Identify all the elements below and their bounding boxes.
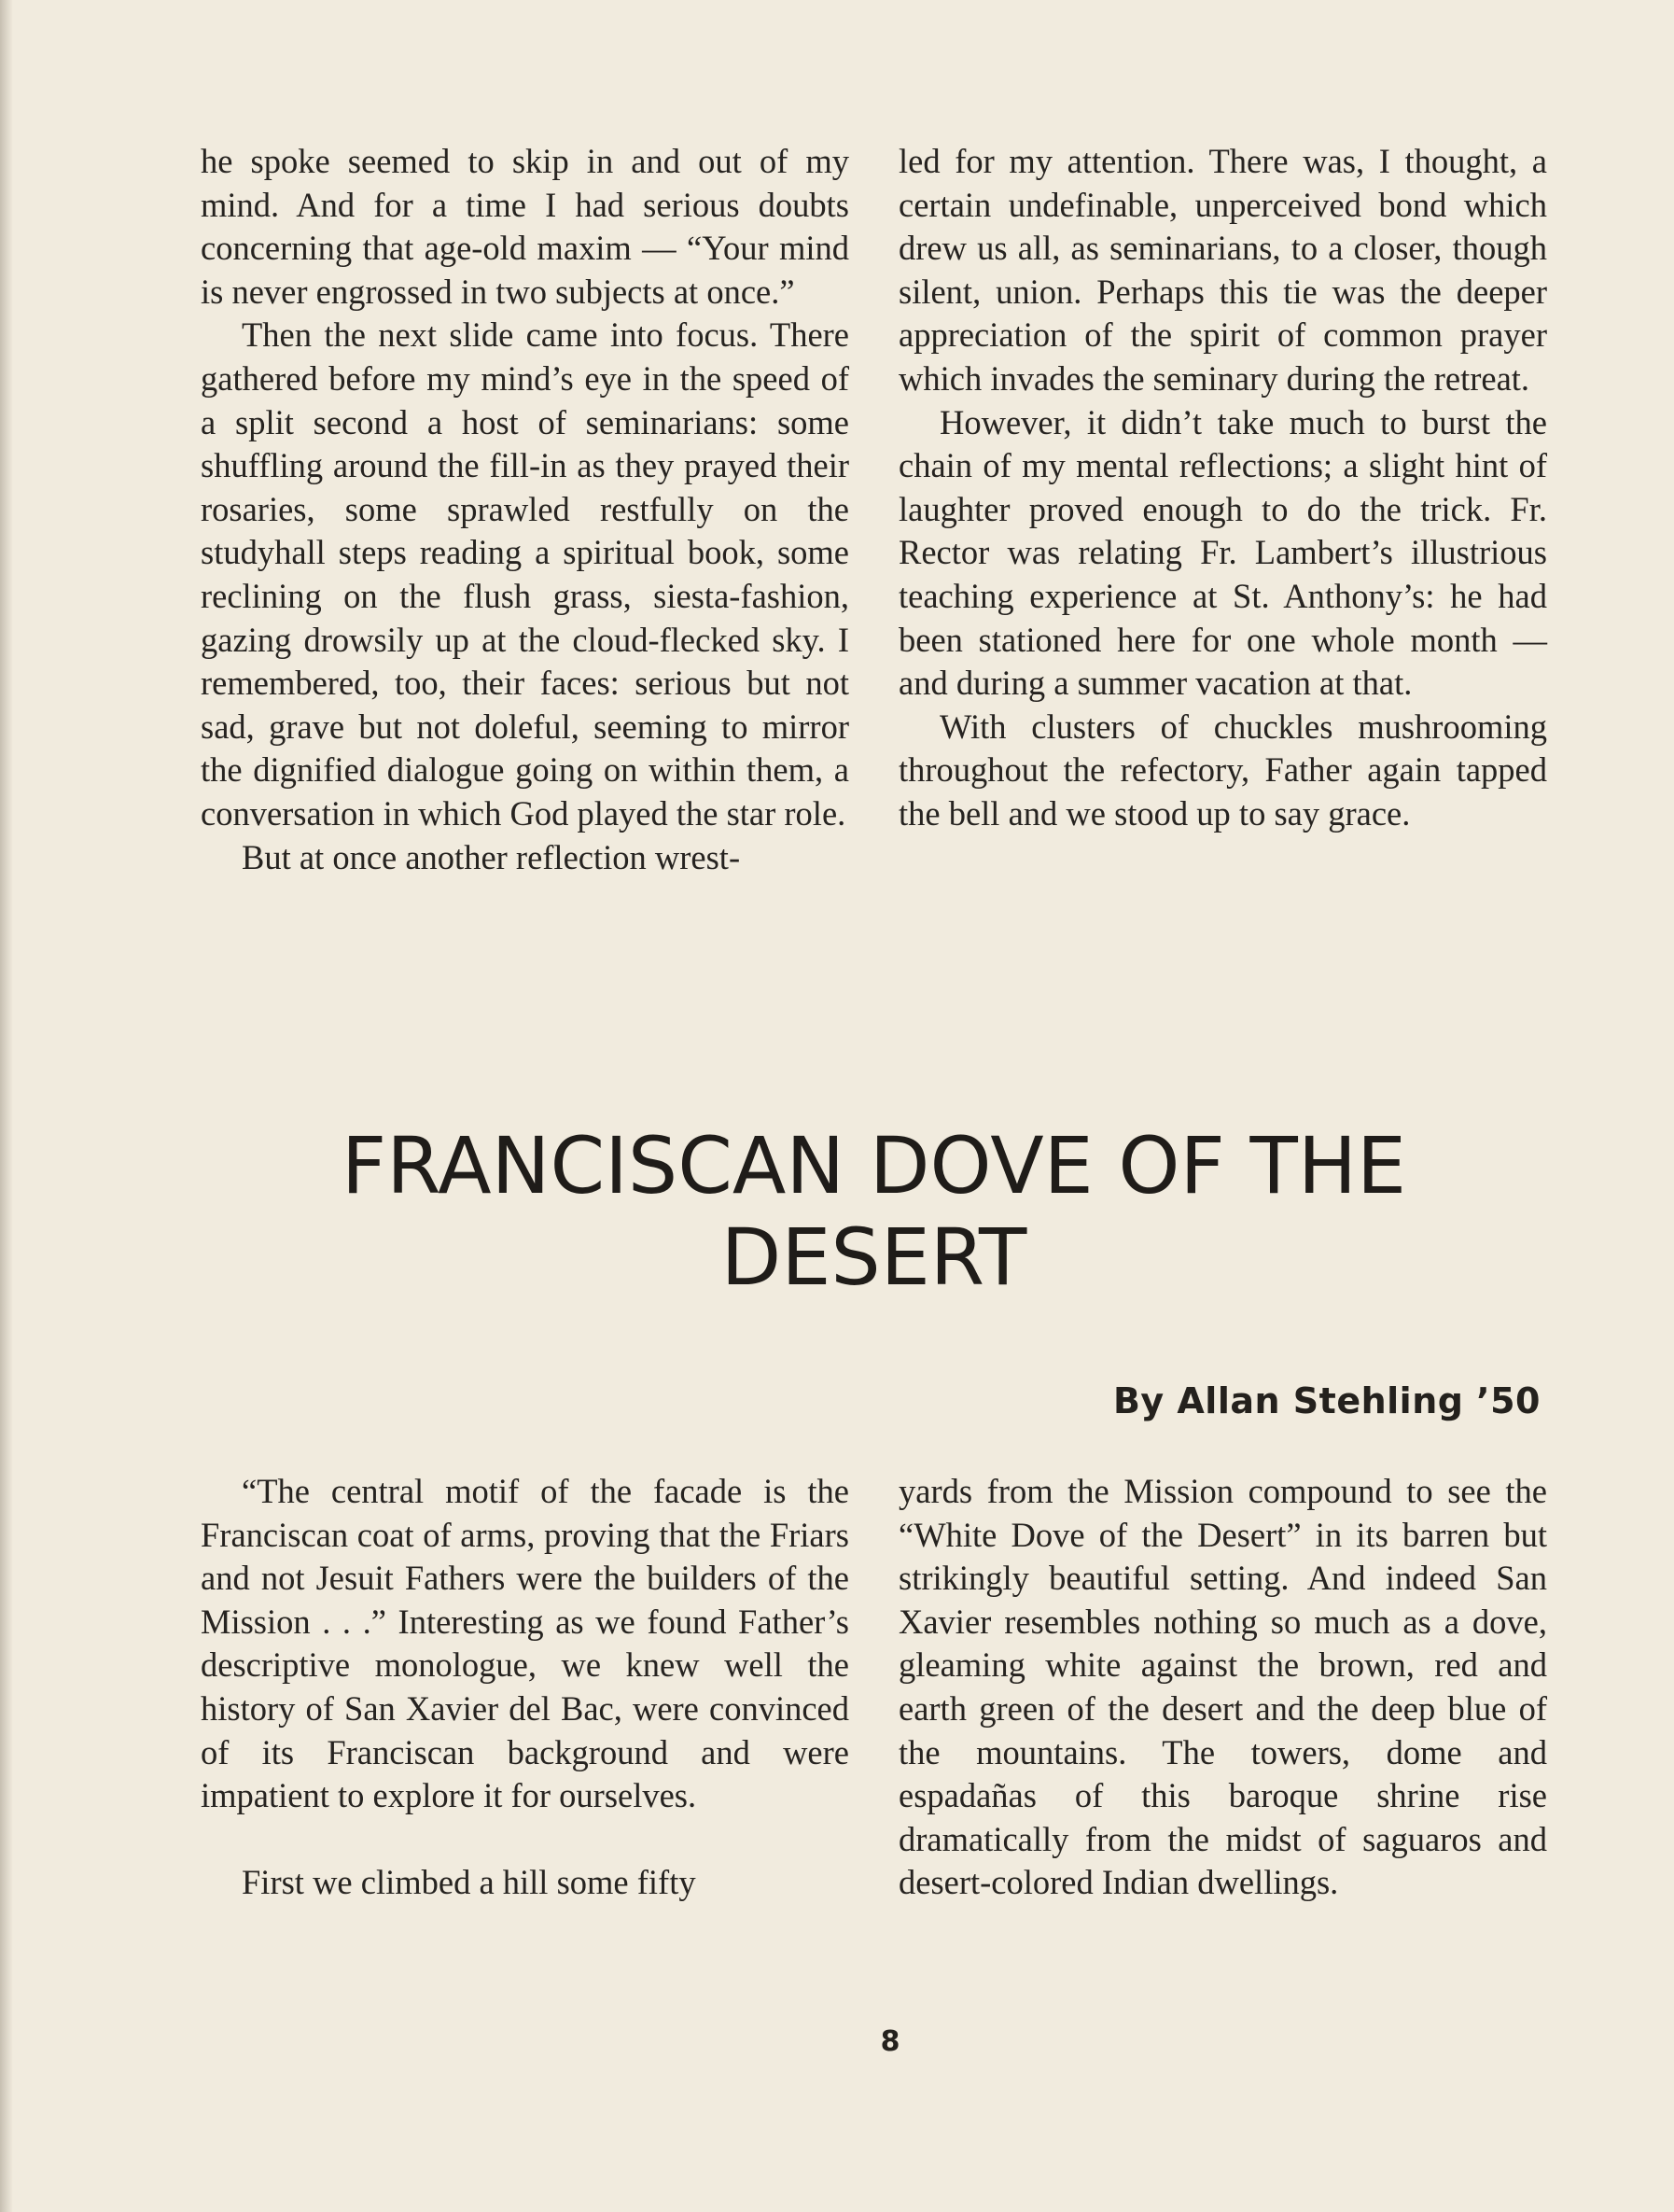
paragraph: yards from the Mission compound to see the “White Dove of the Desert” in its barren but strikingly beautiful setting. And indeed San Xavier resembles nothing so much as a dove, gleaming white against the brown, red and earth green of the desert and the deep blue of the mountains. The towers, dome and espadañas of this baroque shrine rise dramatically from the midst of saguaros and desert-colored Indian dwellings. (899, 1472, 1547, 1902)
top-right-column (899, 140, 1547, 836)
paragraph: led for my attention. There was, I thought, a certain undefinable, unperceived bond which drew us all, as seminarians, to a closer, though silent, union. Perhaps this tie was the deeper appreciation of the spirit of common prayer which invades the seminary during the retreat. (899, 142, 1547, 398)
paragraph: First we climbed a hill some fifty (242, 1863, 696, 1902)
paragraph: he spoke seemed to skip in and out of my mind. And for a time I had serious doubts concerning that age-old maxim — “Your mind is never engrossed in two subjects at once.” (201, 142, 849, 311)
article-byline: By Allan Stehling ’50 (1112, 1380, 1541, 1421)
article-title: FRANCISCAN DOVE OF THE DESERT (341, 1120, 1407, 1303)
paragraph: Then the next slide came into focus. There gathered before my mind’s eye in the speed of a split second a host of seminarians: some shuffling around the fill-in as they prayed their rosaries, some sprawled restfully on the studyhall steps reading a spiritual book, some reclining on the flush grass, siesta-fashion, gazing drowsily up at the cloud-flecked sky. I remembered, too, their faces: serious but not sad, grave but not doleful, seeming to mirror the dignified dialogue going on within them, a conversation in which God played the star role. (201, 315, 849, 833)
paragraph: But at once another reflection wrest- (242, 837, 741, 876)
page-number: 8 (880, 2025, 900, 2058)
bottom-left-column (201, 1470, 849, 1905)
paragraph: “The central motif of the facade is the Franciscan coat of arms, proving that the Friars and not Jesuit Fathers were the builders of the Mission . . .” Interesting as we found Father’s descriptive monologue, we knew well the history of San Xavier del Bac, were convinced of its Franciscan background and were impatient to explore it for ourselves. (201, 1472, 849, 1815)
paragraph: With clusters of chuckles mushrooming throughout the refectory, Father again tapped the bell and we stood up to say grace. (899, 707, 1547, 833)
top-left-column (201, 140, 849, 879)
paragraph: However, it didn’t take much to burst the chain of my mental reflections; a slight hint of laughter proved enough to do the trick. Fr. Rector was relating Fr. Lambert’s illustrious teaching experience at St. Anthony’s: he had been stationed here for one whole month — and during a summer vacation at that. (899, 402, 1547, 703)
bottom-right-column (899, 1470, 1547, 1905)
